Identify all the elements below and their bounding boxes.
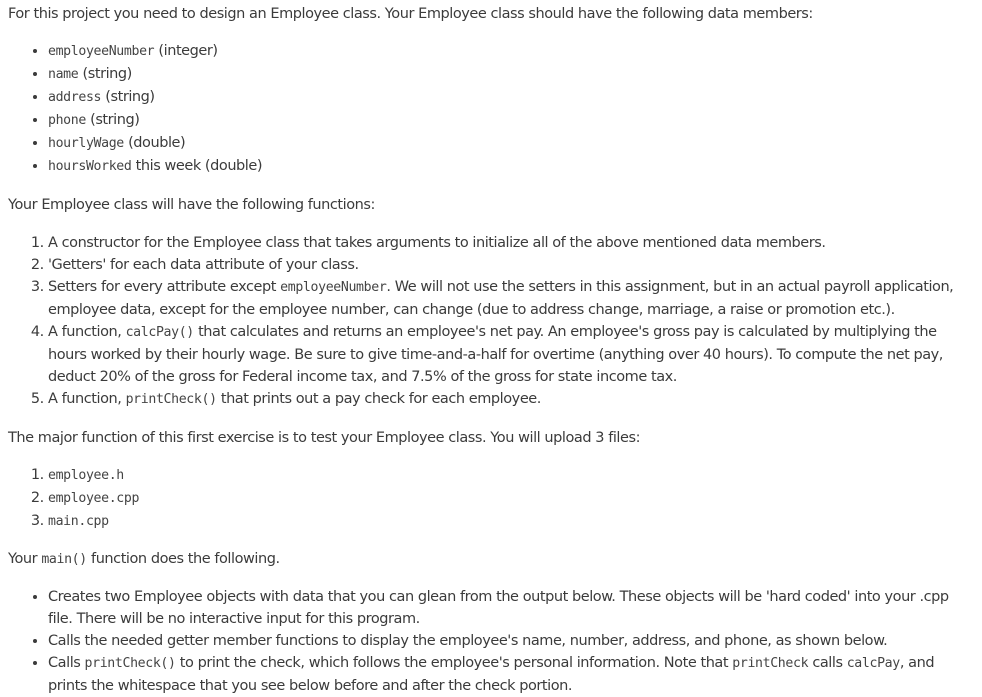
function-text: 'Getters' for each data attribute of your class. xyxy=(48,257,359,273)
function-text: . We will not use the setters in this assignment, but in an actual payroll application, employee data, except for the employee number, can change (due to address change, marriage, a raise or promotion etc.). xyxy=(48,279,954,318)
member-type: (double) xyxy=(123,135,186,151)
paragraph-text: function does the following. xyxy=(86,551,280,567)
list-item xyxy=(48,109,974,132)
step-text: , and prints the whitespace that you see below before and after the check portion. xyxy=(48,655,935,694)
list-item xyxy=(48,652,974,697)
inline-code: printCheck() xyxy=(125,392,217,407)
function-text: that prints out a pay check for each employee. xyxy=(216,391,541,407)
list-item xyxy=(48,586,974,630)
main-steps-list xyxy=(8,586,974,697)
inline-code: printCheck() xyxy=(84,656,176,671)
member-type: (string) xyxy=(101,89,155,105)
file-name: main.cpp xyxy=(48,514,109,529)
list-item xyxy=(48,510,974,533)
member-name: address xyxy=(48,90,102,105)
member-name: phone xyxy=(48,113,86,128)
files-list xyxy=(8,464,974,533)
list-item xyxy=(48,630,974,652)
member-type: (string) xyxy=(78,66,132,82)
inline-code: employeeNumber xyxy=(280,280,387,295)
member-name: employeeNumber xyxy=(48,44,155,59)
list-item xyxy=(48,464,974,487)
list-item xyxy=(48,132,974,155)
step-text: Calls xyxy=(48,655,85,671)
step-text: Calls the needed getter member functions to display the employee's name, number, address, and phone, as shown below. xyxy=(48,633,888,649)
member-type: (string) xyxy=(85,112,140,128)
function-text: A function, xyxy=(48,324,126,340)
function-text: Setters for every attribute except xyxy=(48,279,281,295)
list-item xyxy=(48,40,974,63)
function-text: that calculates and returns an employee's net pay. An employee's gross pay is calculated by multiplying the hours worked by their hourly wage. Be sure to give time-and-a-half for overtime (anything over 40 hours). To compute the net pay, deduct 20% of the gross for Federal income tax, and 7.5% of the gross for state income tax. xyxy=(48,324,943,385)
list-item xyxy=(48,63,974,86)
file-name: employee.cpp xyxy=(48,491,140,506)
list-item xyxy=(48,487,974,510)
main-function-paragraph xyxy=(8,548,974,571)
functions-list xyxy=(8,232,974,411)
inline-code: calcPay() xyxy=(125,325,194,340)
list-item xyxy=(48,276,974,321)
intro-paragraph: For this project you need to design an Employee class. Your Employee class should have the following data members: xyxy=(8,6,813,22)
data-members-list xyxy=(8,40,974,178)
inline-code: main() xyxy=(41,552,87,567)
step-text: Creates two Employee objects with data that you can glean from the output below. These objects will be 'hard coded' into your .cpp file. There will be no interactive input for this program. xyxy=(48,589,949,627)
inline-code: printCheck xyxy=(732,656,809,671)
step-text: to print the check, which follows the employee's personal information. Note that xyxy=(175,655,733,671)
member-type: (integer) xyxy=(154,43,218,59)
function-text: A constructor for the Employee class that takes arguments to initialize all of the above mentioned data members. xyxy=(48,235,826,251)
functions-intro: Your Employee class will have the following functions: xyxy=(8,197,375,213)
paragraph-text: Your xyxy=(8,551,42,567)
member-name: hourlyWage xyxy=(48,136,124,151)
step-text: calls xyxy=(808,655,847,671)
function-text: A function, xyxy=(48,391,126,407)
list-item xyxy=(48,86,974,109)
inline-code: calcPay xyxy=(846,656,900,671)
list-item xyxy=(48,232,974,254)
list-item xyxy=(48,155,974,178)
list-item xyxy=(48,321,974,388)
member-name: hoursWorked xyxy=(48,159,132,174)
file-name: employee.h xyxy=(48,468,124,483)
member-type: this week (double) xyxy=(131,158,263,174)
member-name: name xyxy=(48,67,79,82)
list-item xyxy=(48,388,974,411)
major-function-paragraph: The major function of this first exercise is to test your Employee class. You will upload 3 files: xyxy=(8,430,641,446)
list-item xyxy=(48,254,974,276)
